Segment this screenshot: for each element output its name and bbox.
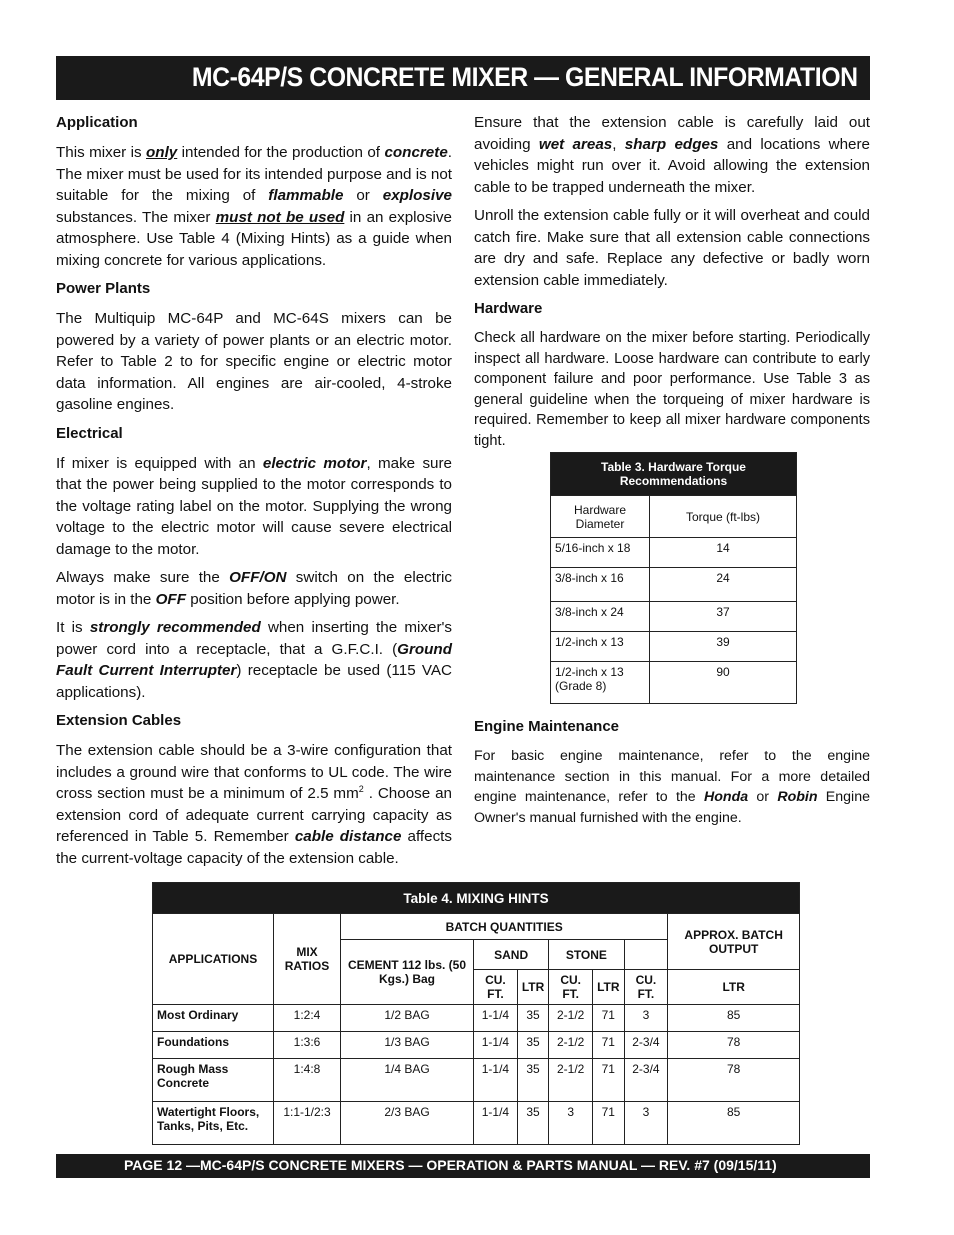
table-cell: 14 [650, 538, 797, 568]
power-plants-paragraph: The Multiquip MC-64P and MC-64S mixers can be powered by a variety of power plants or an electric motor. Refer to Table 2 to for specific engine or electric motor data information. All engines are air-cooled, 4-stroke gasoline engines. [56, 310, 452, 413]
footer-text: PAGE 12 —MC-64P/S CONCRETE MIXERS — OPERATION & PARTS MANUAL — REV. #7 (09/15/11) [124, 1157, 777, 1173]
mixing-hints-table [152, 882, 800, 1145]
hardware-torque-table [550, 452, 797, 704]
page-footer-bar [56, 1154, 870, 1178]
table-row: Foundations 1:3:6 1/3 BAG 1-1/4 35 2-1/2 71 2-3/4 78 [153, 1032, 800, 1059]
table-cell: 37 [650, 602, 797, 632]
extension-cables-cont-paragraph-2: Unroll the extension cable fully or it will overheat and could catch fire. Make sure that all extension cable connections are dry and safe. Replace any defective or badly worn extension cable immediately. [474, 207, 870, 289]
table-cell: 24 [650, 568, 797, 602]
table-row: Watertight Floors, Tanks, Pits, Etc. 1:1-1/2:3 2/3 BAG 1-1/4 35 3 71 3 85 [153, 1102, 800, 1145]
table-row: Most Ordinary 1:2:4 1/2 BAG 1-1/4 35 2-1/2 71 3 85 [153, 1005, 800, 1032]
column-header: SAND [474, 940, 549, 970]
column-header: BATCH QUANTITIES [341, 914, 668, 940]
column-header: Torque (ft-lbs) [650, 496, 797, 538]
table-row: Rough Mass Concrete 1:4:8 1/4 BAG 1-1/4 35 2-1/2 71 2-3/4 78 [153, 1059, 800, 1102]
application-paragraph: This mixer is only intended for the production of concrete. The mixer must be used for its intended purpose and is not suitable for the mixing of flammable or explosive substances. The mixer must not be used in an explosive atmosphere. Use Table 4 (Mixing Hints) as a guide when mixing concrete for various applications. [56, 144, 452, 269]
column-header: LTR [668, 970, 800, 1005]
column-header: STONE [549, 940, 624, 970]
column-header: APPROX. BATCH OUTPUT [668, 914, 800, 970]
extension-cables-paragraph: The extension cable should be a 3-wire configuration that includes a ground wire that conforms to UL code. The wire cross section must be a minimum of 2.5 $mm^2$ . Choose an extension cord of adequate current carrying capacity as referenced in Table 5. Remember cable distance affects the current-voltage capacity of the extension cable. [56, 742, 453, 867]
table-cell: 3/8-inch x 16 [551, 568, 650, 602]
table-cell: 39 [650, 632, 797, 662]
extension-cables-cont-paragraph-1: Ensure that the extension cable is carefully laid out avoiding wet areas, sharp edges and locations where vehicles might run over it. Avoid allowing the extension cable to be trapped underneath the mixer. [474, 114, 870, 196]
page-title: MC-64P/S CONCRETE MIXER — GENERAL INFORMATION [192, 62, 858, 92]
column-header: LTR [593, 970, 624, 1005]
left-column [56, 112, 452, 876]
column-header: CU. FT. [624, 970, 668, 1005]
column-header: CU. FT. [474, 970, 518, 1005]
section-heading-electrical: Electrical [56, 424, 123, 442]
column-header: APPLICATIONS [153, 914, 274, 1005]
column-header: CEMENT 112 lbs. (50 Kgs.) Bag [341, 940, 474, 1005]
table-cell: 1/2-inch x 13 (Grade 8) [551, 662, 650, 704]
section-heading-power-plants: Power Plants [56, 280, 151, 297]
table-cell: 90 [650, 662, 797, 704]
section-heading-application: Application [56, 114, 138, 131]
table-cell: 3/8-inch x 24 [551, 602, 650, 632]
section-heading-extension-cables: Extension Cables [56, 712, 182, 729]
table-title: Table 4. MIXING HINTS [153, 883, 800, 914]
column-header: CU. FT. [549, 970, 593, 1005]
hardware-paragraph: Check all hardware on the mixer before starting. Periodically inspect all hardware. Loose hardware can contribute to early component failure and poor performance. Use Table 3 as general guideline when the torqueing of mixer hardware is required. Remember to keep all mixer hardware components tight. [474, 330, 870, 449]
electrical-paragraph-2: Always make sure the OFF/ON switch on the electric motor is in the OFF position before applying power. [56, 569, 452, 608]
column-header: MIX RATIOS [274, 914, 341, 1005]
section-heading-engine-maintenance: Engine Maintenance [474, 718, 620, 735]
table-title: Table 3. Hardware Torque Recommendations [551, 453, 797, 496]
page-header-bar [56, 56, 870, 100]
section-heading-hardware: Hardware [474, 300, 543, 317]
electrical-paragraph-1: If mixer is equipped with an electric motor, make sure that the power being supplied to the motor corresponds to the voltage rating label on the motor. Supplying the wrong voltage to the electric motor will cause severe electrical damage to the motor. [56, 454, 452, 558]
column-header: LTR [517, 970, 548, 1005]
engine-maintenance-paragraph: For basic engine maintenance, refer to the engine maintenance section in this manual. For a more detailed engine maintenance, refer to the Honda or Robin Engine Owner's manual furnished with the engine. [474, 748, 870, 826]
table-cell: 1/2-inch x 13 [551, 632, 650, 662]
electrical-paragraph-3: It is strongly recommended when inserting the mixer's power cord into a receptacle, that a G.F.C.I. (Ground Fault Current Interrupter) receptacle be used (115 VAC applications). [56, 619, 452, 701]
column-header: Hardware Diameter [551, 496, 650, 538]
table-cell: 5/16-inch x 18 [551, 538, 650, 568]
